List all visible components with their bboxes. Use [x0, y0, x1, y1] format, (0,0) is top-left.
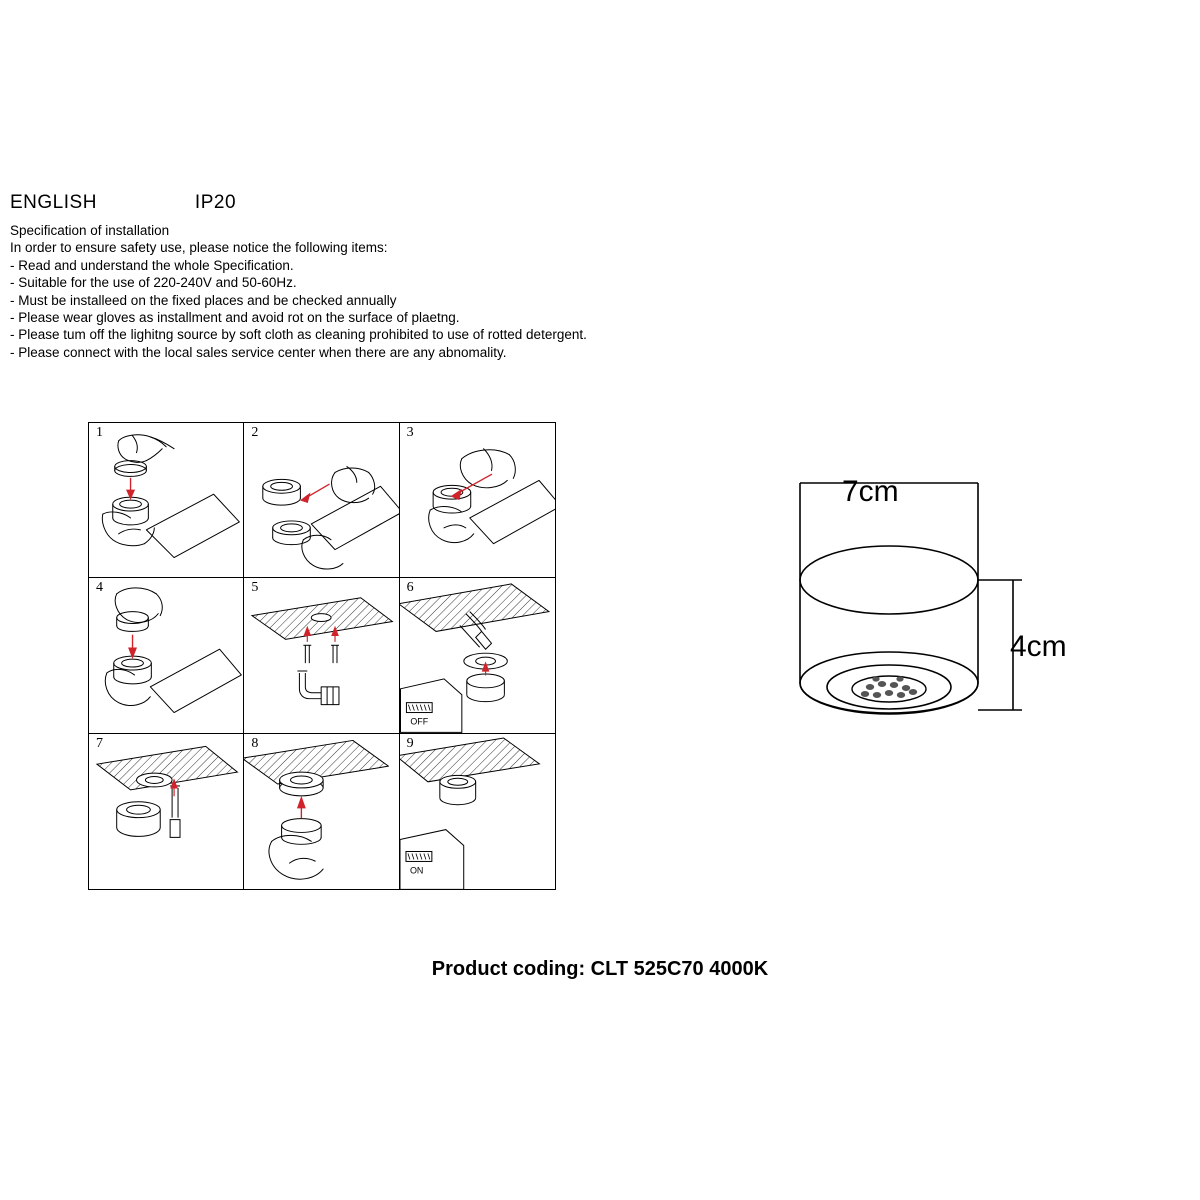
step-number: 7	[96, 735, 103, 751]
step-number: 5	[251, 580, 259, 596]
step-8-illustration	[244, 734, 398, 889]
step-number: 4	[96, 580, 103, 596]
step-4-illustration	[89, 578, 243, 732]
spec-item: - Must be installeed on the fixed places and be checked annually	[10, 292, 397, 308]
spec-item: - Read and understand the whole Specification.	[10, 257, 294, 273]
step-5-illustration	[244, 578, 398, 732]
product-coding-label: Product coding: CLT 525C70 4000K	[431, 958, 769, 980]
step-cell-4	[89, 578, 244, 733]
specification-block	[10, 222, 587, 361]
step-number: 6	[406, 580, 414, 596]
spec-intro: In order to ensure safety use, please notice the following items:	[10, 240, 388, 256]
step-cell-8	[244, 734, 399, 889]
step-7-illustration	[89, 734, 243, 889]
step-number: 9	[406, 735, 414, 751]
step-cell-7	[89, 734, 244, 889]
language-label: ENGLISH	[10, 192, 97, 213]
step-2-illustration	[244, 423, 398, 577]
step-cell-5	[244, 578, 399, 733]
step-cell-6	[400, 578, 555, 733]
step-number: 8	[251, 735, 259, 751]
height-dimension-label: 4cm	[1010, 630, 1067, 663]
spec-item: - Please wear gloves as installment and avoid rot on the surface of plaetng.	[10, 310, 460, 326]
spec-title: Specification of installation	[10, 223, 170, 238]
product-outline	[770, 455, 1100, 755]
spec-item: - Suitable for the use of 220-240V and 50-60Hz.	[10, 275, 297, 291]
header	[10, 192, 236, 214]
step-number: 2	[251, 425, 259, 440]
switch-label-off: OFF	[410, 716, 428, 727]
step-9-illustration	[400, 734, 555, 889]
ip-rating-label: IP20	[194, 192, 237, 213]
step-cell-9	[400, 734, 555, 889]
step-3-illustration	[400, 423, 555, 577]
product-dimension-drawing	[770, 455, 1100, 755]
width-dimension-label: 7cm	[842, 475, 899, 508]
step-6-illustration	[400, 578, 555, 732]
spec-item: - Please tum off the lighitng source by soft cloth as cleaning prohibited to use of rotted detergent.	[10, 327, 587, 343]
step-cell-3	[400, 423, 555, 578]
step-1-illustration	[89, 423, 243, 577]
step-number: 1	[96, 425, 103, 440]
step-cell-1	[89, 423, 244, 578]
switch-label-on: ON	[409, 865, 424, 876]
step-cell-2	[244, 423, 399, 578]
step-number: 3	[406, 425, 414, 440]
installation-steps-grid	[88, 422, 556, 890]
spec-item: - Please connect with the local sales service center when there are any abnomality.	[10, 344, 507, 360]
